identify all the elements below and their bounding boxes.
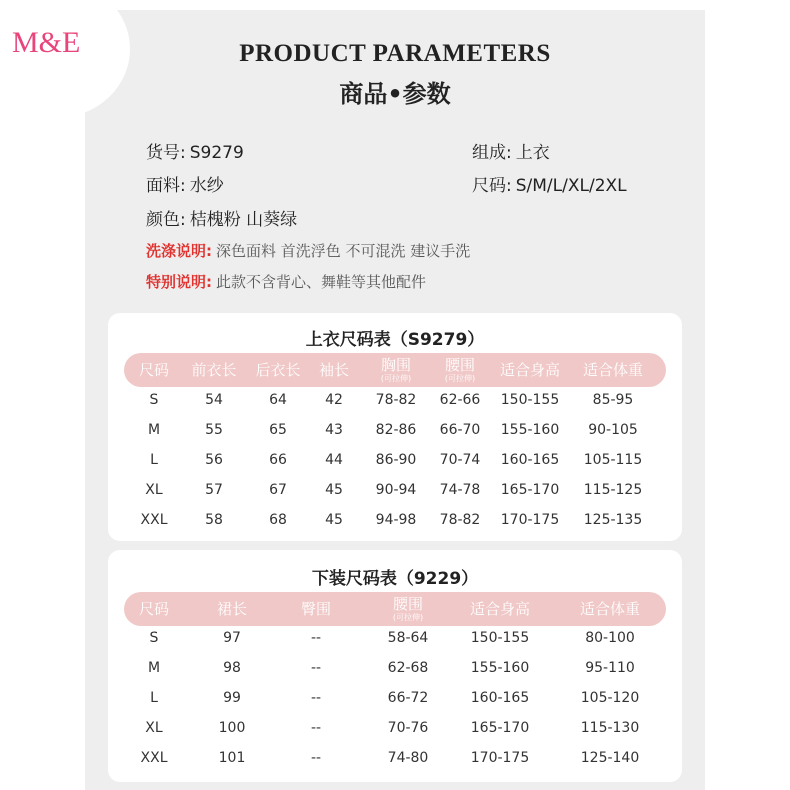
table-cell: 150-155	[470, 630, 530, 646]
table-cell: 105-115	[583, 452, 643, 468]
table-cell: 82-86	[375, 422, 417, 438]
column-header	[381, 353, 411, 387]
note-wash	[146, 240, 470, 261]
table-cell: 45	[325, 512, 343, 528]
page-title-cn: 商品•参数	[339, 80, 451, 108]
table-cell: 54	[205, 392, 223, 408]
column-header	[445, 353, 475, 387]
page-title-en: PRODUCT PARAMETERS	[239, 40, 551, 67]
table-cell: XXL	[140, 512, 168, 528]
table-cell: 68	[269, 512, 287, 528]
note-value: 此款不含背心、舞鞋等其他配件	[216, 273, 427, 291]
param-sizes	[472, 171, 627, 196]
column-header	[500, 353, 560, 387]
table-cell: 155-160	[500, 422, 560, 438]
table-cell: 43	[325, 422, 343, 438]
table-cell: 70-76	[387, 720, 429, 736]
table-cell: 101	[218, 750, 246, 766]
table-cell: XL	[145, 720, 163, 736]
table-cell: 78-82	[375, 392, 417, 408]
column-header-label: 适合身高	[469, 599, 531, 618]
table-cell: 62-66	[439, 392, 481, 408]
column-header	[583, 353, 643, 387]
param-value: 水纱	[189, 176, 224, 196]
column-header-label: 裙长	[216, 599, 248, 618]
table-cell: 95-110	[585, 660, 635, 676]
table-cell: --	[310, 630, 322, 646]
table-cell: 165-170	[500, 482, 560, 498]
column-header	[393, 592, 423, 626]
table-cell: 74-78	[439, 482, 481, 498]
table-cell: 42	[325, 392, 343, 408]
table-cell: 115-130	[580, 720, 640, 736]
table-cell: 62-68	[387, 660, 429, 676]
column-header-note: (可拉伸)	[444, 374, 476, 383]
table-cell: 94-98	[375, 512, 417, 528]
table-cell: 55	[205, 422, 223, 438]
table-cell: XXL	[140, 750, 168, 766]
param-value: S/M/L/XL/2XL	[515, 176, 627, 196]
column-header-label: 适合体重	[582, 360, 644, 379]
table-header	[124, 353, 666, 387]
column-header-label: 尺码	[138, 599, 170, 618]
param-item-no	[146, 138, 244, 163]
table-cell: 66	[269, 452, 287, 468]
table-cell: 165-170	[470, 720, 530, 736]
column-header-note: (可拉伸)	[380, 374, 412, 383]
table-cell: 99	[223, 690, 241, 706]
top-size-table	[108, 313, 682, 541]
column-header	[139, 353, 169, 387]
column-header	[301, 592, 331, 626]
table-cell: 58-64	[387, 630, 429, 646]
column-header-label: 适合身高	[499, 360, 561, 379]
table-cell: 100	[218, 720, 246, 736]
table-cell: 64	[269, 392, 287, 408]
param-label: 尺码:	[472, 176, 512, 196]
table-cell: 125-135	[583, 512, 643, 528]
table-cell: 65	[269, 422, 287, 438]
table-cell: 170-175	[500, 512, 560, 528]
param-fabric	[146, 171, 224, 196]
table-cell: 115-125	[583, 482, 643, 498]
note-special	[146, 271, 426, 292]
table-cell: 160-165	[500, 452, 560, 468]
table-cell: 56	[205, 452, 223, 468]
table-cell: 98	[223, 660, 241, 676]
table-cell: 78-82	[439, 512, 481, 528]
table-header	[124, 592, 666, 626]
column-header	[470, 592, 530, 626]
table-row	[108, 385, 682, 415]
column-header-note: (可拉伸)	[392, 613, 424, 622]
table-cell: 97	[223, 630, 241, 646]
table-cell: 70-74	[439, 452, 481, 468]
column-header-label: 袖长	[318, 360, 350, 379]
table-row	[108, 505, 682, 535]
table-cell: 90-94	[375, 482, 417, 498]
table-row	[108, 653, 682, 683]
table-title: 下装尺码表（9229）	[311, 569, 479, 589]
column-header-label: 腰围	[392, 595, 423, 613]
table-cell: 90-105	[588, 422, 638, 438]
table-cell: 57	[205, 482, 223, 498]
table-cell: 66-72	[387, 690, 429, 706]
table-row	[108, 683, 682, 713]
param-composition	[472, 138, 550, 163]
table-cell: S	[149, 392, 159, 408]
table-cell: 44	[325, 452, 343, 468]
table-cell: 86-90	[375, 452, 417, 468]
param-label: 面料:	[146, 176, 186, 196]
column-header-label: 后衣长	[255, 360, 301, 379]
table-cell: 155-160	[470, 660, 530, 676]
note-value: 深色面料 首洗浮色 不可混洗 建议手洗	[216, 242, 471, 260]
table-cell: 105-120	[580, 690, 640, 706]
param-value: 桔槐粉 山葵绿	[189, 210, 298, 230]
table-row	[108, 713, 682, 743]
column-header-label: 适合体重	[579, 599, 641, 618]
table-row	[108, 415, 682, 445]
table-cell: 150-155	[500, 392, 560, 408]
column-header	[580, 592, 640, 626]
table-cell: --	[310, 750, 322, 766]
table-cell: 160-165	[470, 690, 530, 706]
column-header-label: 胸围	[380, 356, 411, 374]
table-cell: M	[147, 422, 161, 438]
note-label: 洗涤说明:	[146, 242, 212, 260]
param-value: 上衣	[515, 143, 550, 163]
table-cell: S	[149, 630, 159, 646]
param-label: 组成:	[472, 143, 512, 163]
table-row	[108, 475, 682, 505]
table-title: 上衣尺码表（S9279）	[305, 330, 485, 350]
column-header-label: 腰围	[444, 356, 475, 374]
column-header-label: 尺码	[138, 360, 170, 379]
table-cell: L	[150, 690, 158, 706]
table-cell: 67	[269, 482, 287, 498]
table-cell: XL	[145, 482, 163, 498]
table-row	[108, 623, 682, 653]
table-cell: L	[150, 452, 158, 468]
column-header	[191, 353, 236, 387]
column-header	[255, 353, 300, 387]
table-cell: 74-80	[387, 750, 429, 766]
table-cell: --	[310, 690, 322, 706]
column-header	[217, 592, 247, 626]
table-cell: M	[147, 660, 161, 676]
param-label: 货号:	[146, 143, 186, 163]
column-header-label: 前衣长	[191, 360, 237, 379]
note-label: 特别说明:	[146, 273, 212, 291]
column-header-label: 臀围	[300, 599, 332, 618]
brand-logo: M&E	[12, 26, 81, 59]
param-label: 颜色:	[146, 210, 186, 230]
column-header	[319, 353, 349, 387]
bottom-size-table	[108, 550, 682, 782]
table-cell: 58	[205, 512, 223, 528]
table-cell: --	[310, 720, 322, 736]
table-cell: 80-100	[585, 630, 635, 646]
table-cell: 170-175	[470, 750, 530, 766]
param-colors	[146, 205, 297, 230]
table-row	[108, 445, 682, 475]
table-cell: 45	[325, 482, 343, 498]
table-cell: 85-95	[592, 392, 634, 408]
table-cell: 125-140	[580, 750, 640, 766]
table-cell: 66-70	[439, 422, 481, 438]
param-value: S9279	[189, 143, 244, 163]
table-row	[108, 743, 682, 773]
column-header	[139, 592, 169, 626]
table-cell: --	[310, 660, 322, 676]
